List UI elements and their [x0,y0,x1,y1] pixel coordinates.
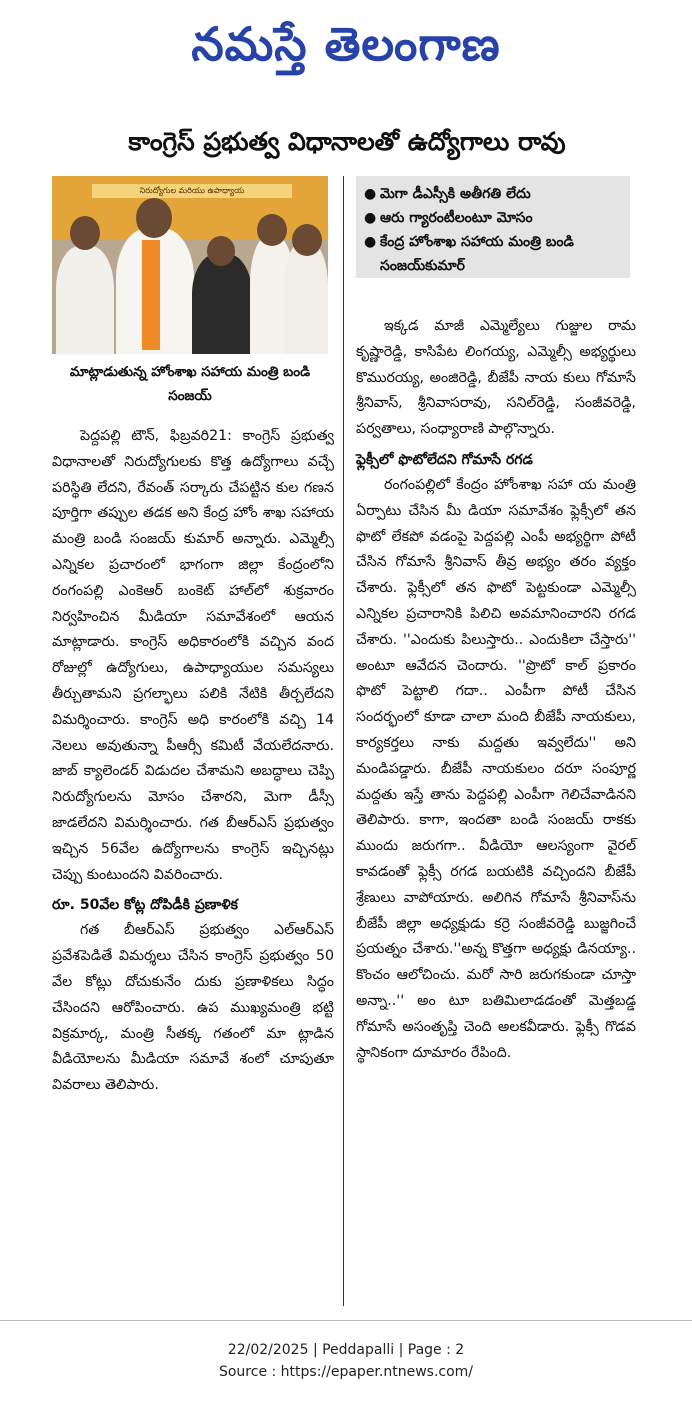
footer-divider [0,1320,692,1321]
highlight-text: మెగా డీఎస్సీకి అతీగతి లేదు [380,186,531,202]
bullet-icon: ● [364,234,377,250]
subheading: రూ. 50వేల కోట్ల దోపిడీకి ప్రణాళిక [52,897,238,914]
body-paragraph: గత బీఆర్ఎస్ ప్రభుత్వం ఎల్ఆర్ఎస్ ప్రవేశపెడితే విమర్శలు చేసిన కాంగ్రెస్ ప్రభుత్వం 50 వేల కోట్లు దోచుకునేం దుకు ప్రణాళికలు సిద్ధం చేసిందని ఆరోపించారు. ఉప ముఖ్యమంత్రి భట్టి విక్రమార్క, మంత్రి సీతక్క గతంలో మా ట్లాడిన వీడియోలను మీడియా సమావే శంలో చూపుతూ వివరాలు తెలిపారు. [52,922,334,1094]
person-1 [56,246,114,354]
column-divider [343,176,344,1306]
highlight-item [364,230,622,278]
footer-source-line: Source : https://epaper.ntnews.com/ [218,1364,474,1380]
highlight-text: ఆరు గ్యారంటీలంటూ మోసం [380,210,533,226]
highlight-item [364,182,622,206]
highlights-box [356,176,630,278]
person-3-head [207,236,235,266]
person-2-head [136,198,172,238]
person-1-head [70,216,100,250]
body-paragraph: పెద్దపల్లి టౌన్, ఫిబ్రవరి21: కాంగ్రెస్ ప్రభుత్వ విధానాలతో నిరుద్యోగులకు కొత్త ఉద్యోగాలు వచ్చే పరిస్థితి లేదని, రేవంత్ సర్కారు చేపట్టిన కుల గణన పూర్తిగా తప్పుల తడక అని కేంద్ర హోం శాఖ సహాయ మంత్రి బండి సంజయ్ కుమార్ అన్నారు. ఎమ్మెల్సీ ఎన్నికల ప్రచారంలో భాగంగా జిల్లా కేంద్రంలోని రంగంపల్లి ఎంకెఆర్ బంకెట్ హాల్‌లో శుక్రవారం నిర్వహించిన మీడియా సమావేశంలో ఆయన మాట్లాడారు. కాంగ్రెస్ అధికారంలోకి వచ్చిన వంద రోజుల్లో ఉద్యోగులు, ఉపాధ్యాయుల సమస్యలు తీర్చుతామని ప్రగల్భాలు పలికి నేటికి తీర్చలేదని విమర్శించారు. కాంగ్రెస్ అధి కారంలోకి వచ్చి 14 నెలలు అవుతున్నా పీఆర్సీ కమిటీ వేయలేదనారు. జాబ్ క్యాలెండర్ విడుదల చేశామని అబద్ధాలు చెప్పి నిరుద్యోగులను మోసం చేశారని, మెగా డీస్సీ జాడలేదని విమర్శించారు. గత బీఆర్ఎస్ ప్రభుత్వం ఇచ్చిన 56వేల ఉద్యోగాలను కాంగ్రెస్ ఇచ్చినట్లు చెప్పు కుంటుందని వివరించారు. [52,428,334,883]
highlight-item [364,206,622,230]
footer-date-line: 22/02/2025 | Peddapalli | Page : 2 [227,1342,465,1358]
body-paragraph: ఇక్కడ మాజీ ఎమ్మెల్యేలు గుజ్జుల రామ కృష్ణారెడ్డి, కాసిపేట లింగయ్య, ఎమ్మెల్సీ అభ్యర్థులు కొమురయ్య, అంజిరెడ్డి, బీజేపీ నాయ కులు గోమాసే శ్రీనివాస్, శ్రీనివాసరావు, సనిల్‌రెడ్డి, సంజీవరెడ్డి, పర్వతాలు, సంధ్యారాణి పాల్గొన్నారు. [356,318,636,438]
bullet-icon: ● [364,186,377,202]
saffron-scarf [142,240,160,350]
person-3 [192,254,252,354]
person-5-head [292,224,322,256]
highlight-text: కేంద్ర హోంశాఖ సహాయ మంత్రి బండి సంజయ్‌కుమార్ [380,234,574,274]
masthead [0,8,692,80]
photo-caption: మాట్లాడుతున్న హోంశాఖ సహాయ మంత్రి బండి సంజయ్ [69,364,311,404]
bullet-icon: ● [364,210,377,226]
person-5 [284,242,328,354]
photo-banner-text: నిరుద్యోగుల మరియు ఉపాధ్యాయ [139,186,245,195]
subheading: ఫ్లెక్సీలో ఫొటోలేదని గోమాసే రగడ [356,451,533,468]
body-paragraph: రంగంపల్లిలో కేంద్రం హోంశాఖ సహా య మంత్రి ఏర్పాటు చేసిన మీ డియా సమావేశం ఫ్లెక్సీలో తన ఫొటో లేకపో వడంపై పెద్దపల్లి ఎంపీ అభ్యర్థిగా పోటీ చేసిన గోమాసే శ్రీనివాస్ తీవ్ర అభ్యం తరం వ్యక్తం చేశారు. ఫ్లెక్సీలో తన ఫొటో పెట్టకుండా ఎమ్మెల్సీ ఎన్నికల ప్రచారానికి పిలిచి అవమానించారని రగడ చేశారు. ''ఎందుకు పిలుస్తారు.. ఎందుకిలా చేస్తారు'' అంటూ ఆవేదన చెందారు. ''ప్రొటో కాల్ ప్రకారం ఫొటో పెట్టాలి గదా.. ఎంపీగా పోటీ చేసిన సందర్భంలో కూడా చాలా మంది బీజేపీ నాయకులు, కార్యకర్తలు నాకు మద్దతు ఇవ్వలేదు'' అని మండిపడ్డారు. బీజేపీ నాయకులం దరూ సంపూర్ణ మద్దతు ఇస్తే తాను పెద్దపల్లి ఎంపీగా గెలిచేవాడినని తెలిపారు. కాగా, ఇందతా బండి సంజయ్ రాకకు ముందు జరుగగా.. వీడియో ఆలస్యంగా వైరల్ కావడంతో ఫ్లెక్సీ రగడ బయటికి వచ్చిందని బీజేపీ శ్రేణులు వాపోయారు. అలిగిన గోమాసే శ్రీనివాస్‌ను బీజేపీ జిల్లా అధ్యక్షుడు కర్రె సంజీవరెడ్డి బుజ్జగించే ప్రయత్నం చేశారు.''అన్న కొత్తగా అధ్యక్షు డినయ్యా.. కొంచం ఆలోచించు. మరో సారి జరుగకుండా చూస్తా అన్నా..'' అం టూ బతిమిలాడడంతో మెత్తబడ్డ గోమాసే అసంతృప్తి చెంది అలకవీడారు. ఫ్లెక్సీ గొడవ స్థానికంగా దూమారం రేపింది. [356,476,636,1061]
right-column [356,314,636,1066]
masthead-title: నమస్తే తెలంగాణ [191,17,501,71]
left-column [52,424,334,1099]
article-photo [52,176,328,354]
article-headline: కాంగ్రెస్ ప్రభుత్వ విధానాలతో ఉద్యోగాలు రావు [128,127,566,156]
person-4-head [257,214,287,246]
